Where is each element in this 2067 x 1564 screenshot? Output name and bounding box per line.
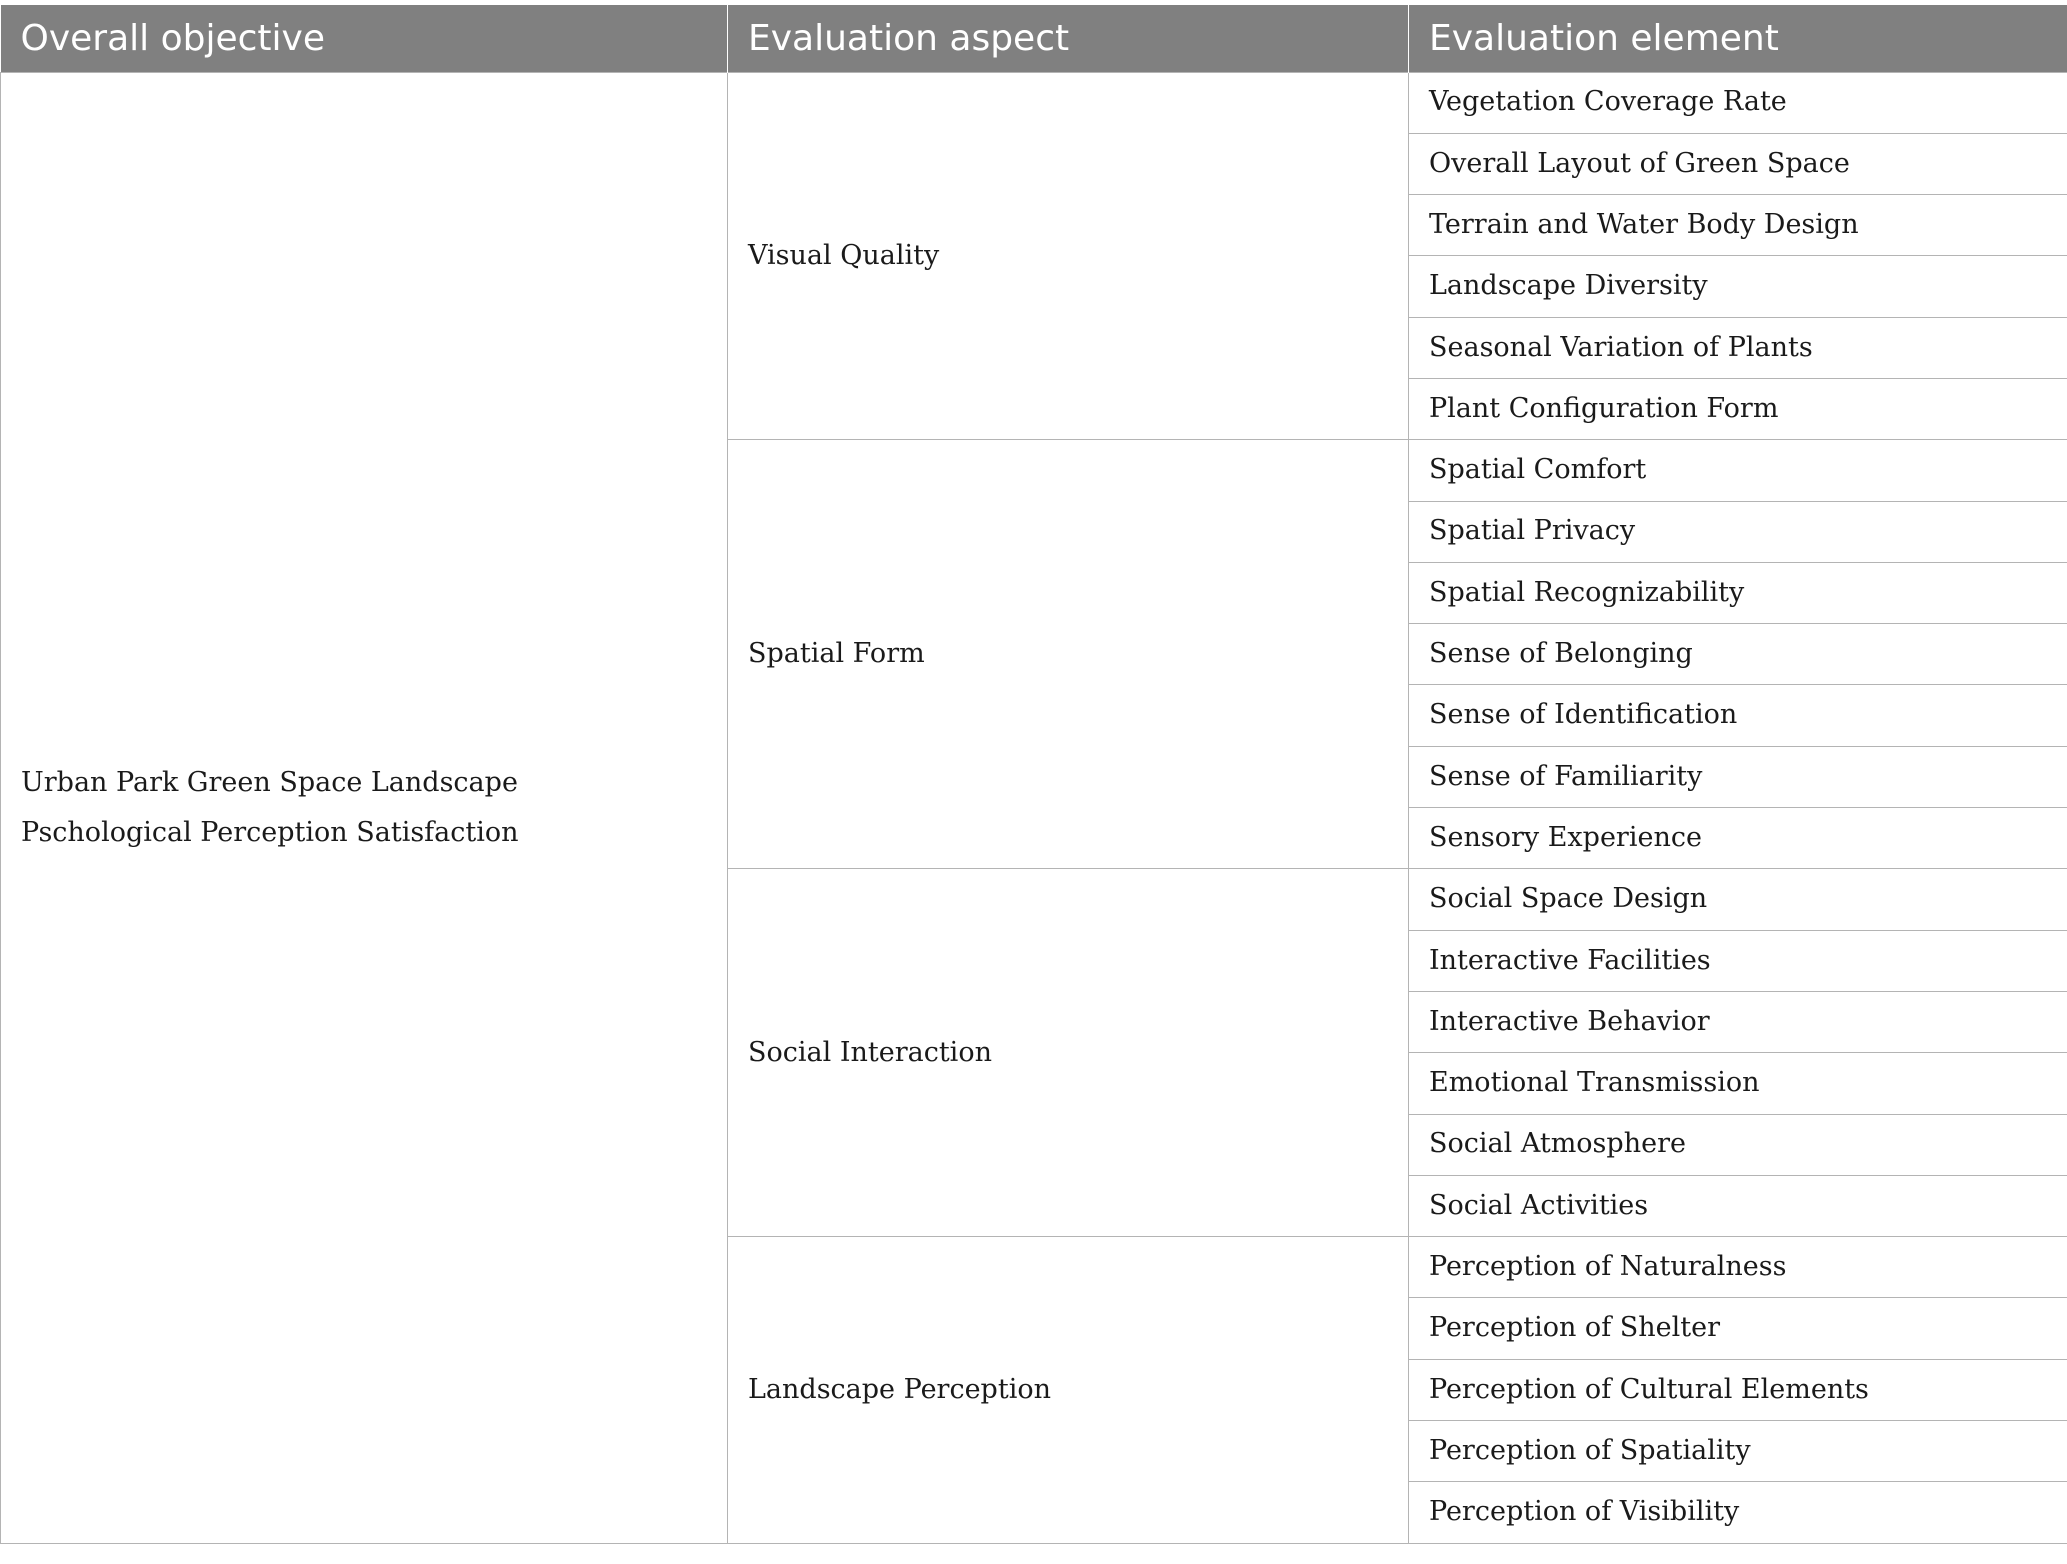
evaluation-element-cell: Social Space Design xyxy=(1409,869,2067,930)
evaluation-element-cell: Sense of Belonging xyxy=(1409,624,2067,685)
evaluation-element-cell: Perception of Cultural Elements xyxy=(1409,1359,2067,1420)
evaluation-aspect-cell: Visual Quality xyxy=(728,72,1409,440)
evaluation-element-cell: Vegetation Coverage Rate xyxy=(1409,72,2067,133)
evaluation-element-cell: Perception of Spatiality xyxy=(1409,1421,2067,1482)
evaluation-element-cell: Terrain and Water Body Design xyxy=(1409,195,2067,256)
evaluation-element-cell: Landscape Diversity xyxy=(1409,256,2067,317)
table-body xyxy=(1,72,2067,1543)
evaluation-element-cell: Seasonal Variation of Plants xyxy=(1409,317,2067,378)
evaluation-element-cell: Plant Configuration Form xyxy=(1409,378,2067,439)
evaluation-element-cell: Interactive Behavior xyxy=(1409,991,2067,1052)
evaluation-element-cell: Interactive Facilities xyxy=(1409,930,2067,991)
evaluation-element-cell: Spatial Comfort xyxy=(1409,440,2067,501)
evaluation-element-cell: Social Atmosphere xyxy=(1409,1114,2067,1175)
overall-objective-cell: Urban Park Green Space Landscape Pschological Perception Satisfaction xyxy=(1,72,728,1543)
evaluation-element-cell: Sense of Familiarity xyxy=(1409,746,2067,807)
evaluation-aspect-cell: Landscape Perception xyxy=(728,1237,1409,1543)
evaluation-table-container xyxy=(0,5,2067,1544)
evaluation-element-cell: Perception of Naturalness xyxy=(1409,1237,2067,1298)
evaluation-element-cell: Perception of Shelter xyxy=(1409,1298,2067,1359)
header-overall-objective: Overall objective xyxy=(1,5,728,72)
table-header xyxy=(1,5,2067,72)
evaluation-element-cell: Overall Layout of Green Space xyxy=(1409,133,2067,194)
evaluation-aspect-cell: Spatial Form xyxy=(728,440,1409,869)
evaluation-element-cell: Emotional Transmission xyxy=(1409,1053,2067,1114)
evaluation-aspect-cell: Social Interaction xyxy=(728,869,1409,1237)
evaluation-element-cell: Spatial Privacy xyxy=(1409,501,2067,562)
table-row xyxy=(1,72,2067,133)
evaluation-element-cell: Perception of Visibility xyxy=(1409,1482,2067,1543)
header-evaluation-aspect: Evaluation aspect xyxy=(728,5,1409,72)
evaluation-table xyxy=(0,5,2067,1544)
evaluation-element-cell: Spatial Recognizability xyxy=(1409,562,2067,623)
header-evaluation-element: Evaluation element xyxy=(1409,5,2067,72)
evaluation-element-cell: Sensory Experience xyxy=(1409,808,2067,869)
header-row xyxy=(1,5,2067,72)
evaluation-element-cell: Social Activities xyxy=(1409,1175,2067,1236)
evaluation-element-cell: Sense of Identification xyxy=(1409,685,2067,746)
